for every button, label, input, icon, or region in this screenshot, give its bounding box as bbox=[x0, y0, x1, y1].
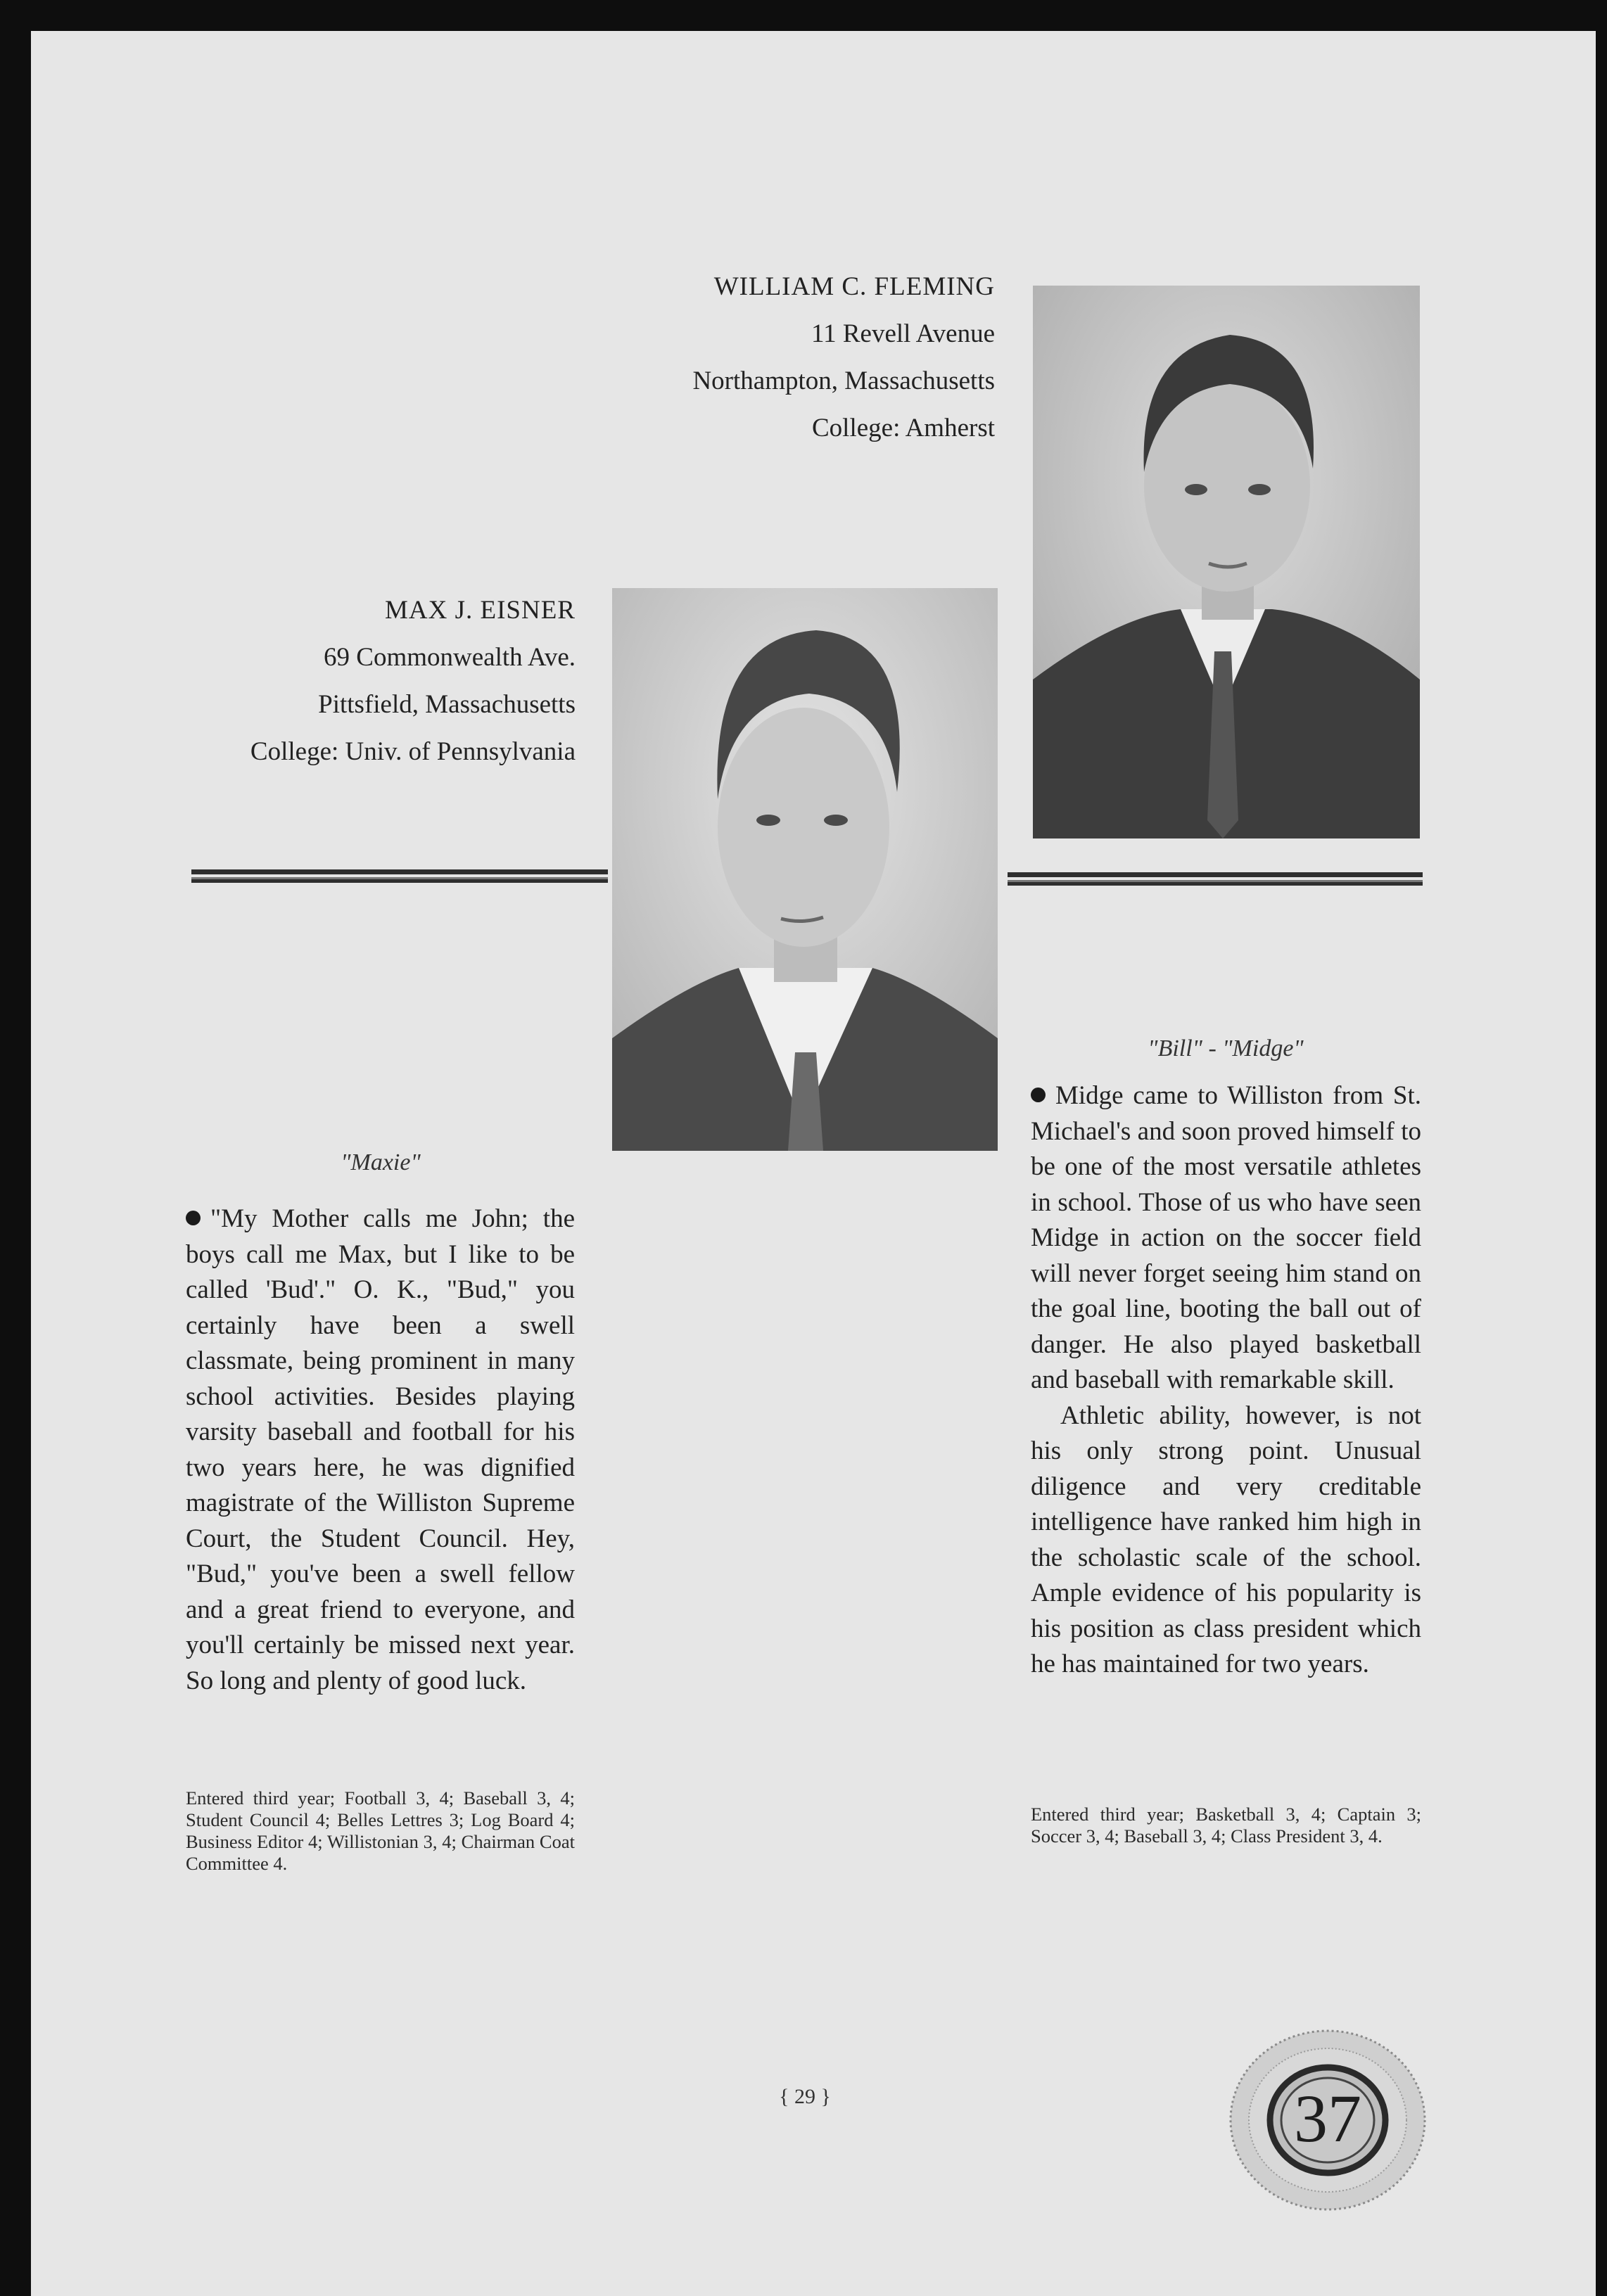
eisner-activity-record: Entered third year; Football 3, 4; Baseball 3, 4; Student Council 4; Belles Lettres 3; Log Board 4; Business Editor 4; Willistonian 3, 4; Chairman Coat Committee 4. bbox=[186, 1787, 575, 1874]
eisner-biography bbox=[186, 1201, 575, 1699]
fleming-college: College: Amherst bbox=[812, 414, 995, 442]
left-divider-rule bbox=[191, 869, 608, 883]
eisner-bio-paragraph: "My Mother calls me John; the boys call me Max, but I like to be called 'Bud'." O. K., "Bud," you certainly have been a swell classmate, being prominent in many school activities. Besides playing varsity baseball and football for his two years here, he was dignified magistrate of the Williston Supreme Court, the Student Council. Hey, "Bud," you've been a swell fellow and a great friend to everyone, and you'll certainly be missed next year. So long and plenty of good luck. bbox=[186, 1204, 575, 1695]
eisner-college: College: Univ. of Pennsylvania bbox=[250, 737, 576, 766]
fleming-nickname: "Bill" - "Midge" bbox=[1148, 1035, 1304, 1061]
eisner-street: 69 Commonwealth Ave. bbox=[324, 643, 576, 672]
class-year-seal bbox=[1228, 2029, 1427, 2212]
fleming-info-block bbox=[594, 263, 995, 452]
seal-year-text: 37 bbox=[1294, 2081, 1361, 2156]
fleming-street: 11 Revell Avenue bbox=[811, 319, 995, 348]
bullet-icon bbox=[1031, 1088, 1046, 1102]
fleming-portrait-photo bbox=[1033, 286, 1420, 838]
bullet-icon bbox=[186, 1211, 201, 1225]
eisner-city: Pittsfield, Massachusetts bbox=[318, 690, 576, 719]
page-number: { 29 } bbox=[779, 2085, 831, 2108]
fleming-bio-paragraph-2: Athletic ability, however, is not his only strong point. Unusual diligence and very creditable intelligence have ranked him high in the scholastic scale of the school. Ample evidence of his popularity is his position as class president which he has maintained for two years. bbox=[1031, 1401, 1421, 1678]
eisner-portrait-photo bbox=[612, 588, 998, 1151]
eisner-info-block bbox=[151, 587, 576, 775]
right-divider-rule bbox=[1008, 872, 1423, 886]
eisner-name: MAX J. EISNER bbox=[385, 596, 576, 625]
yearbook-page bbox=[31, 31, 1596, 2296]
fleming-city: Northampton, Massachusetts bbox=[692, 366, 995, 395]
fleming-activity-record: Entered third year; Basketball 3, 4; Captain 3; Soccer 3, 4; Baseball 3, 4; Class President 3, 4. bbox=[1031, 1804, 1421, 1847]
fleming-biography bbox=[1031, 1078, 1421, 1683]
fleming-bio-paragraph-1: Midge came to Williston from St. Michael's and soon proved himself to be one of the most versatile athletes in school. Those of us who have seen Midge in action on the soccer field will never forget seeing him stand on the goal line, booting the ball out of danger. He also played basketball and baseball with remarkable skill. bbox=[1031, 1081, 1421, 1394]
fleming-name: WILLIAM C. FLEMING bbox=[713, 272, 995, 301]
eisner-nickname: "Maxie" bbox=[341, 1149, 421, 1175]
